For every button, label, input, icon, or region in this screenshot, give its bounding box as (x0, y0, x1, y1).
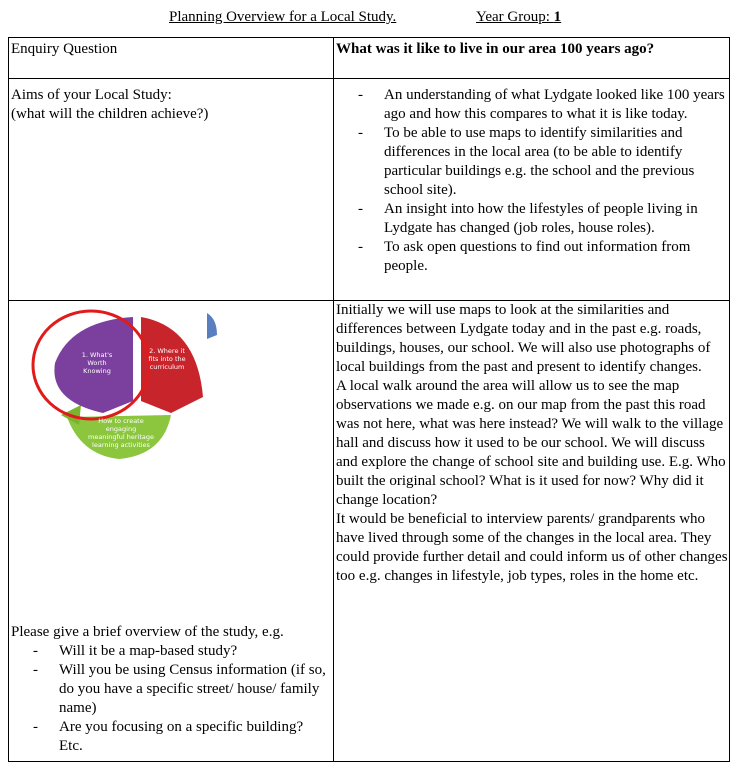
plan-paragraph: A local walk around the area will allow us to see the map observations we made e.g. on our map from the past this road was not here, what was here instead? We will walk to the village hall and discuss how it used to be our school. We will discuss and explore the change of school site and building use. E.g. Who built the original school? What is it used for now? Why did it change location? (336, 378, 726, 508)
aims-list (358, 86, 729, 276)
segment1-line: Knowing (83, 367, 111, 375)
segment1-line: 1. What's (81, 351, 113, 359)
plan-paragraph: It would be beneficial to interview parents/ grandparents who have lived through some of the changes in the local area. They could provide further detail and could inform us of other changes too e.g. changes in lifestyle, job types, roles in the home etc. (336, 511, 728, 584)
aims-label (9, 79, 334, 301)
prompt-item: - Will you be using Census information (if so, do you have a specific street/ house/ family name) (33, 662, 326, 716)
heritage-cycle-diagram (21, 305, 217, 465)
prompt-item: - Will it be a map-based study? (33, 643, 238, 659)
aims-row (9, 79, 730, 301)
prompt-item: - Are you focusing on a specific building? Etc. (33, 719, 304, 754)
study-plan-cell (334, 301, 730, 762)
diagram-segment-blue (207, 313, 217, 339)
year-group-value: 1 (553, 9, 562, 25)
overview-prompt (11, 623, 329, 756)
segment2-line: curriculum (149, 363, 185, 371)
document-header (0, 6, 740, 26)
segment3-line: engaging (105, 425, 137, 433)
aims-item: - An understanding of what Lydgate looked like 100 years ago and how this compares to what it is like today. (358, 87, 725, 122)
aims-label-line1: Aims of your Local Study: (11, 87, 172, 103)
overview-row (9, 301, 730, 762)
year-group-label: Year Group: (476, 9, 554, 25)
segment3-line: How to create (98, 417, 144, 425)
prompt-list (33, 642, 329, 756)
planning-table (8, 37, 730, 762)
aims-item: - An insight into how the lifestyles of people living in Lydgate has changed (job roles, house roles). (358, 201, 698, 236)
aims-list-cell (334, 79, 730, 301)
segment1-line: Worth (87, 359, 107, 367)
segment2-line: fits into the (148, 355, 186, 363)
segment3-line: meaningful heritage (87, 433, 155, 441)
document-title: Planning Overview for a Local Study. (169, 9, 397, 25)
segment3-line: learning activities (92, 441, 150, 449)
overview-prompt-cell (9, 301, 334, 762)
enquiry-question: What was it like to live in our area 100 years ago? (334, 38, 730, 79)
enquiry-row (9, 38, 730, 79)
plan-paragraph: Initially we will use maps to look at the similarities and differences between Lydgate today and in the past e.g. roads, buildings, houses, our school. We will also use photographs of local buildings from the past and present to identify changes. (336, 302, 711, 375)
segment2-line: 2. Where it (149, 347, 185, 355)
year-group (476, 8, 561, 27)
prompt-intro: Please give a brief overview of the study, e.g. (11, 624, 284, 640)
aims-label-line2: (what will the children achieve?) (11, 106, 209, 122)
aims-item: - To be able to use maps to identify similarities and differences in the local area (to be able to identify particular buildings e.g. the school and the previous school site). (358, 125, 695, 198)
enquiry-label: Enquiry Question (9, 38, 334, 79)
aims-item: - To ask open questions to find out information from people. (358, 239, 691, 274)
